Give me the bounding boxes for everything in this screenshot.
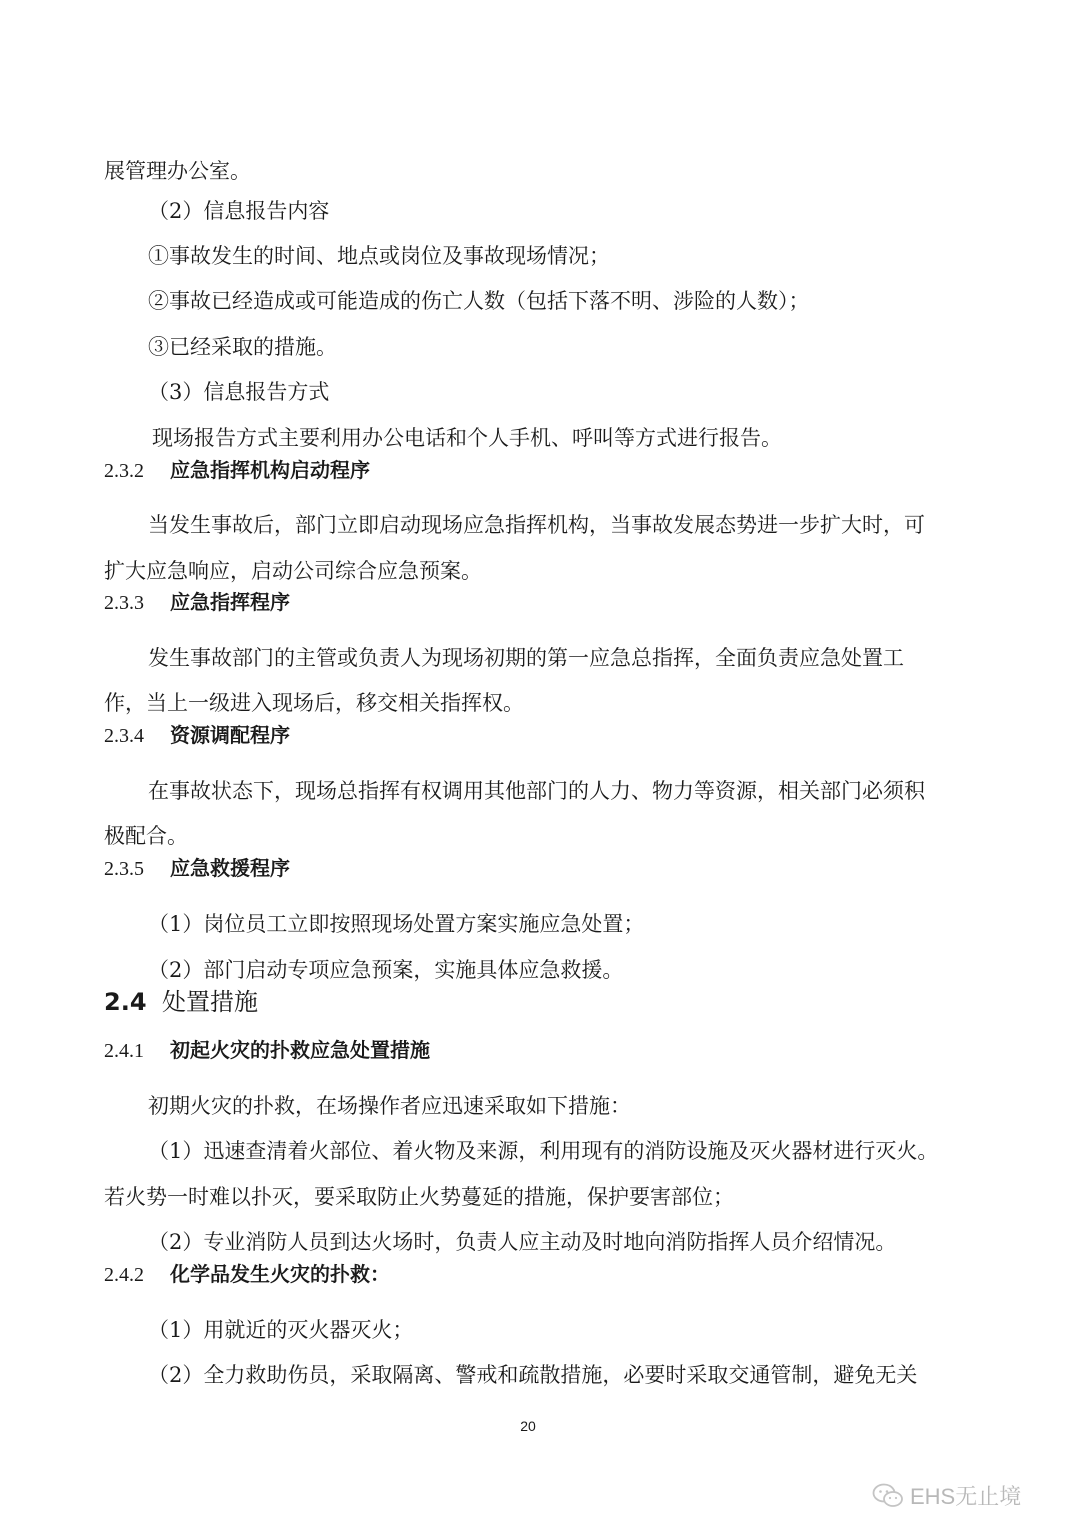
paragraph-line: 作，当上一级进入现场后，移交相关指挥权。 — [104, 691, 524, 715]
section-number: 2.3.2 — [104, 460, 144, 482]
list-item: ②事故已经造成或可能造成的伤亡人数（包括下落不明、涉险的人数）； — [148, 289, 810, 313]
list-item: （3）信息报告方式 — [148, 380, 330, 404]
watermark-text: EHS无止境 — [910, 1484, 1022, 1509]
section-number: 2.4 — [104, 988, 147, 1016]
section-heading-2-3-3 — [104, 587, 290, 618]
list-item: （2）全力救助伤员，采取隔离、警戒和疏散措施，必要时采取交通管制，避免无关 — [148, 1363, 918, 1387]
paragraph-line: 极配合。 — [104, 824, 188, 848]
list-item: （2）专业消防人员到达火场时，负责人应主动及时地向消防指挥人员介绍情况。 — [148, 1230, 897, 1254]
paragraph-line: 在事故状态下，现场总指挥有权调用其他部门的人力、物力等资源，相关部门必须积 — [148, 779, 925, 803]
section-heading-2-4-1 — [104, 1035, 430, 1066]
section-heading-2-4-2 — [104, 1259, 390, 1290]
section-heading-2-3-5 — [104, 853, 290, 884]
section-title: 初起火灾的扑救应急处置措施 — [170, 1038, 430, 1062]
paragraph-line: 扩大应急响应，启动公司综合应急预案。 — [104, 559, 482, 583]
paragraph-line: 现场报告方式主要利用办公电话和个人手机、呼叫等方式进行报告。 — [152, 426, 782, 450]
paragraph-line: 展管理办公室。 — [104, 159, 251, 183]
section-heading-2-4 — [104, 986, 258, 1018]
section-heading-2-3-4 — [104, 720, 290, 751]
section-title: 应急救援程序 — [170, 856, 290, 880]
section-heading-2-3-2 — [104, 455, 370, 486]
list-item: （2）信息报告内容 — [148, 199, 330, 223]
section-number: 2.4.1 — [104, 1040, 144, 1062]
section-number: 2.3.3 — [104, 592, 144, 614]
list-item: （2）部门启动专项应急预案，实施具体应急救援。 — [148, 958, 624, 982]
section-number: 2.3.5 — [104, 858, 144, 880]
paragraph-line: 当发生事故后，部门立即启动现场应急指挥机构，当事故发展态势进一步扩大时，可 — [148, 513, 925, 537]
paragraph-line: 发生事故部门的主管或负责人为现场初期的第一应急总指挥，全面负责应急处置工 — [148, 646, 904, 670]
section-number: 2.4.2 — [104, 1264, 144, 1286]
paragraph-line: 若火势一时难以扑灭，要采取防止火势蔓延的措施，保护要害部位； — [104, 1185, 734, 1209]
wechat-icon — [872, 1483, 904, 1509]
list-item: ③已经采取的措施。 — [148, 335, 337, 359]
watermark — [872, 1480, 1021, 1511]
list-item: （1）用就近的灭火器灭火； — [148, 1318, 414, 1342]
section-title: 资源调配程序 — [170, 723, 290, 747]
section-title: 应急指挥机构启动程序 — [170, 458, 370, 482]
list-item: ①事故发生的时间、地点或岗位及事故现场情况； — [148, 244, 610, 268]
list-item: （1）岗位员工立即按照现场处置方案实施应急处置； — [148, 912, 645, 936]
section-title: 处置措施 — [162, 988, 258, 1016]
page-number: 20 — [520, 1418, 536, 1434]
section-title: 应急指挥程序 — [170, 590, 290, 614]
list-item: （1）迅速查清着火部位、着火物及来源，利用现有的消防设施及灭火器材进行灭火。 — [148, 1139, 939, 1163]
paragraph-line: 初期火灾的扑救，在场操作者应迅速采取如下措施： — [148, 1094, 631, 1118]
section-title: 化学品发生火灾的扑救： — [170, 1262, 390, 1286]
section-number: 2.3.4 — [104, 725, 144, 747]
